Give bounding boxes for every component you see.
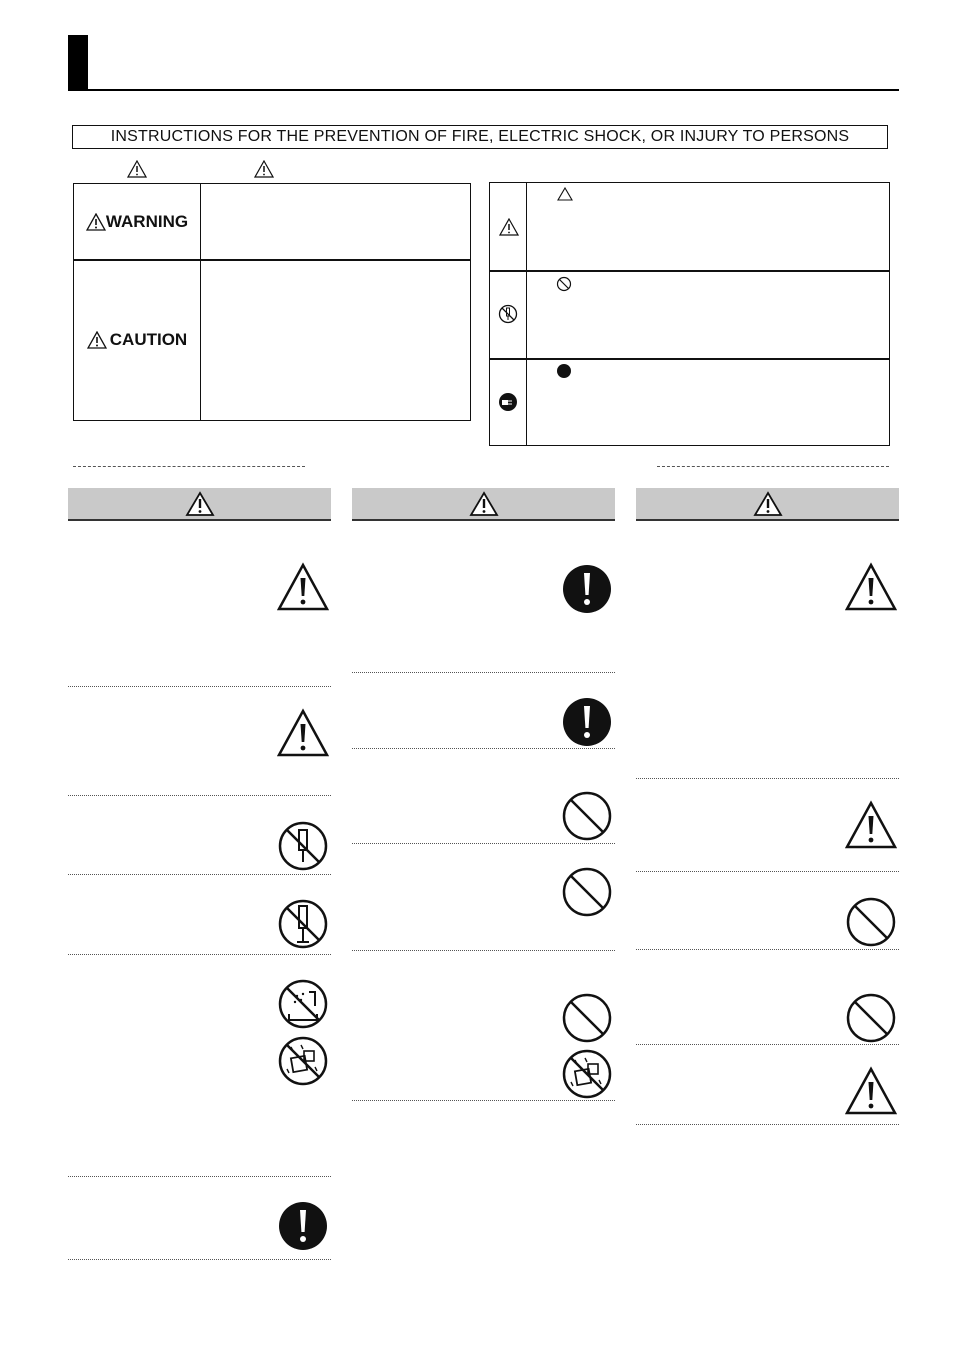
item-separator — [636, 1044, 899, 1045]
item-separator — [352, 748, 615, 749]
prohibited-icon — [561, 790, 613, 842]
prohibited-icon — [845, 896, 897, 948]
caution-triangle-icon — [87, 331, 107, 349]
mandatory-icon — [277, 1200, 329, 1252]
mandatory-icon — [561, 696, 613, 748]
warning-triangle-icon — [469, 491, 499, 517]
dashed-separator — [657, 466, 889, 467]
warning-triangle-icon — [86, 213, 106, 231]
dashed-separator — [73, 466, 305, 467]
triangle-alert-icon — [499, 218, 519, 236]
no-water-icon — [277, 978, 329, 1030]
item-separator — [68, 874, 331, 875]
prohibition-icon — [556, 276, 572, 292]
warning-triangle-icon — [845, 800, 897, 852]
row-divider — [490, 358, 889, 360]
warning-label: WARNING — [105, 212, 189, 231]
symbol-legend-table — [489, 182, 890, 446]
item-separator — [352, 843, 615, 844]
no-disassemble-icon — [277, 898, 329, 950]
item-separator — [352, 672, 615, 673]
no-disassemble-icon — [277, 820, 329, 872]
legend-triangle-icon — [254, 160, 274, 180]
column-header — [636, 488, 899, 521]
warning-triangle-icon — [277, 708, 329, 760]
column-header — [352, 488, 615, 521]
warning-triangle-icon — [845, 562, 897, 614]
unplug-icon — [498, 392, 518, 412]
item-separator — [636, 949, 899, 950]
row-divider — [490, 270, 889, 272]
caution-label: CAUTION — [109, 330, 188, 349]
column-header — [68, 488, 331, 521]
triangle-outline-icon — [557, 187, 573, 201]
no-wet-icon — [277, 1035, 329, 1087]
prohibited-icon — [561, 992, 613, 1044]
caution-level-cell — [74, 260, 201, 420]
no-disassemble-icon — [498, 304, 518, 324]
item-separator — [636, 1124, 899, 1125]
item-separator — [352, 950, 615, 951]
warning-triangle-icon — [277, 562, 329, 614]
item-separator — [68, 1259, 331, 1260]
prohibited-icon — [845, 992, 897, 1044]
prohibited-icon — [561, 866, 613, 918]
mandatory-action-icon — [556, 363, 572, 379]
item-separator — [68, 1176, 331, 1177]
hazard-level-table — [73, 183, 471, 421]
mandatory-icon — [561, 563, 613, 615]
item-separator — [352, 1100, 615, 1101]
header-rule — [68, 89, 899, 91]
section-marker — [68, 35, 88, 91]
item-separator — [636, 778, 899, 779]
no-wet-icon — [561, 1048, 613, 1100]
warning-triangle-icon — [753, 491, 783, 517]
item-separator — [68, 686, 331, 687]
item-separator — [68, 795, 331, 796]
warning-triangle-icon — [185, 491, 215, 517]
safety-banner: INSTRUCTIONS FOR THE PREVENTION OF FIRE, ELECTRIC SHOCK, OR INJURY TO PERSONS — [72, 125, 888, 149]
warning-level-cell — [74, 184, 201, 260]
item-separator — [636, 871, 899, 872]
item-separator — [68, 954, 331, 955]
warning-triangle-icon — [845, 1066, 897, 1118]
legend-triangle-icon — [127, 160, 147, 180]
